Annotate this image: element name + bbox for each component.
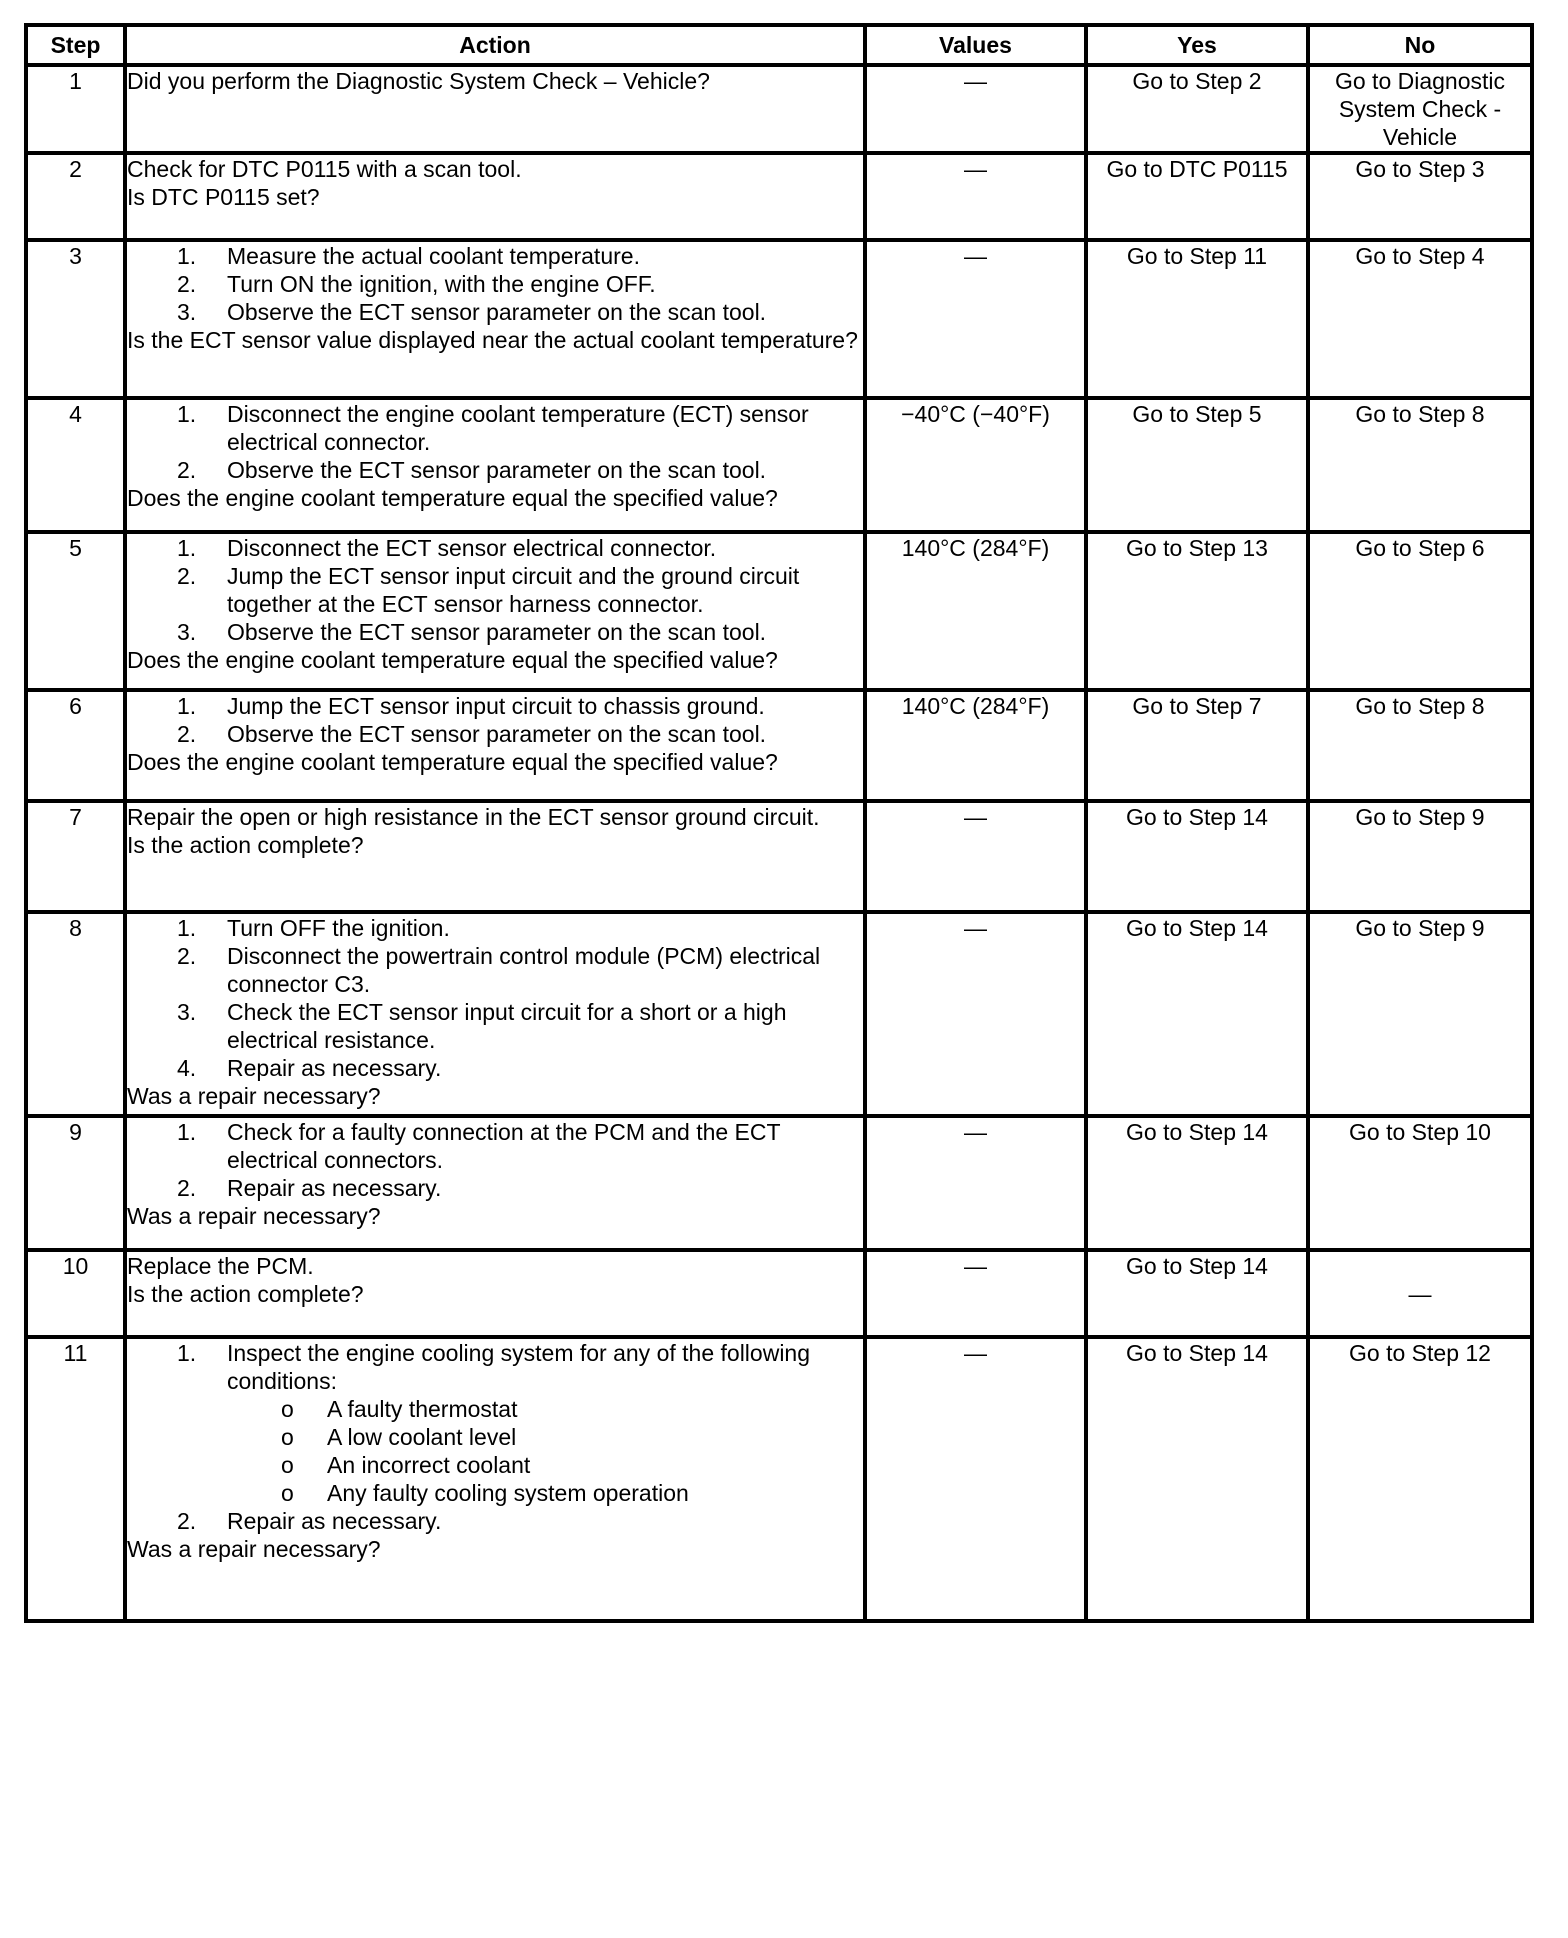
action-steps [127,534,863,646]
no-cell: Go to Step 12 [1308,1337,1532,1621]
yes-cell: Go to Step 11 [1086,240,1308,398]
action-steps [127,914,863,1082]
action-cell [125,532,865,690]
list-item: 1. Check for a faulty connection at the PCM and the ECT electrical connectors. [177,1119,781,1173]
list-item: 2. Turn ON the ignition, with the engine OFF. [177,271,656,297]
header-step: Step [26,25,125,65]
action-question: Does the engine coolant temperature equal the specified value? [127,749,778,775]
list-item: 3. Observe the ECT sensor parameter on the scan tool. [177,299,767,325]
yes-cell: Go to Step 14 [1086,1116,1308,1250]
action-cell [125,801,865,912]
step-number: 7 [26,801,125,912]
value-cell: — [865,65,1086,153]
header-row [26,25,1532,65]
table-row [26,690,1532,801]
table-row [26,532,1532,690]
no-cell: Go to Step 6 [1308,532,1532,690]
header-yes: Yes [1086,25,1308,65]
table-row [26,1250,1532,1337]
table-row [26,398,1532,532]
table-row [26,912,1532,1116]
diagnostic-table [24,23,1534,1623]
no-cell: Go to Step 9 [1308,912,1532,1116]
list-item: 4. Repair as necessary. [177,1055,442,1081]
yes-cell: Go to Step 13 [1086,532,1308,690]
action-cell [125,690,865,801]
value-cell: — [865,1337,1086,1621]
no-cell: — [1308,1250,1532,1337]
no-cell: Go to Step 8 [1308,690,1532,801]
no-cell: Go to Step 9 [1308,801,1532,912]
list-item: o A low coolant level [281,1424,517,1450]
action-steps [127,242,863,326]
no-cell: Go to Step 3 [1308,153,1532,240]
table-row [26,801,1532,912]
value-cell: — [865,153,1086,240]
no-cell: Go to Diagnostic System Check - Vehicle [1308,65,1532,153]
step-number: 2 [26,153,125,240]
list-item: 1. Disconnect the engine coolant temperature (ECT) sensor electrical connector. [177,401,809,455]
action-question: Is DTC P0115 set? [127,184,320,210]
action-question: Was a repair necessary? [127,1083,381,1109]
yes-cell: Go to Step 5 [1086,398,1308,532]
action-question: Is the ECT sensor value displayed near the actual coolant temperature? [127,327,858,353]
no-cell: Go to Step 4 [1308,240,1532,398]
action-question: Is the action complete? [127,1281,364,1307]
step-number: 5 [26,532,125,690]
action-cell [125,1250,865,1337]
action-steps [127,692,863,748]
table-row [26,1337,1532,1621]
list-item: 2. Disconnect the powertrain control module (PCM) electrical connector C3. [177,943,821,997]
action-cell [125,912,865,1116]
yes-cell: Go to Step 14 [1086,801,1308,912]
table-row [26,65,1532,153]
list-item: 2. Observe the ECT sensor parameter on the scan tool. [177,457,767,483]
step-number: 3 [26,240,125,398]
list-item: o An incorrect coolant [281,1452,531,1478]
step-number: 8 [26,912,125,1116]
list-item: 2. Repair as necessary. [177,1175,442,1201]
action-question: Does the engine coolant temperature equal the specified value? [127,485,778,511]
list-item: 2. Observe the ECT sensor parameter on the scan tool. [177,721,767,747]
step-number: 1 [26,65,125,153]
action-question: Does the engine coolant temperature equal the specified value? [127,647,778,673]
value-cell: — [865,1116,1086,1250]
header-values: Values [865,25,1086,65]
header-no: No [1308,25,1532,65]
yes-cell: Go to DTC P0115 [1086,153,1308,240]
action-cell [125,153,865,240]
action-cell [125,65,865,153]
list-item: 1. Disconnect the ECT sensor electrical connector. [177,535,717,561]
yes-cell: Go to Step 14 [1086,1250,1308,1337]
value-cell: — [865,1250,1086,1337]
list-item: 1. Turn OFF the ignition. [177,915,450,941]
yes-cell: Go to Step 14 [1086,1337,1308,1621]
list-item: o A faulty thermostat [281,1396,518,1422]
step-number: 11 [26,1337,125,1621]
action-cell [125,240,865,398]
list-item: 1. Inspect the engine cooling system for any of the following conditions: [177,1340,811,1394]
list-item: 3. Observe the ECT sensor parameter on the scan tool. [177,619,767,645]
step-number: 9 [26,1116,125,1250]
step-number: 10 [26,1250,125,1337]
step-number: 4 [26,398,125,532]
action-question: Is the action complete? [127,832,364,858]
yes-cell: Go to Step 7 [1086,690,1308,801]
action-text: Check for DTC P0115 with a scan tool. [127,156,522,182]
action-steps [127,1339,863,1395]
value-cell: — [865,801,1086,912]
action-question: Was a repair necessary? [127,1536,381,1562]
no-cell: Go to Step 8 [1308,398,1532,532]
no-cell: Go to Step 10 [1308,1116,1532,1250]
value-cell: — [865,240,1086,398]
action-text: Replace the PCM. [127,1253,314,1279]
table-row [26,1116,1532,1250]
action-cell [125,1337,865,1621]
value-cell: 140°C (284°F) [865,532,1086,690]
action-steps [127,1507,863,1535]
table-row [26,153,1532,240]
value-cell: — [865,912,1086,1116]
step-number: 6 [26,690,125,801]
table-row [26,240,1532,398]
list-item: 1. Jump the ECT sensor input circuit to chassis ground. [177,693,765,719]
value-cell: 140°C (284°F) [865,690,1086,801]
action-cell [125,398,865,532]
action-cell [125,1116,865,1250]
list-item: o Any faulty cooling system operation [281,1480,689,1506]
condition-list [127,1395,863,1507]
yes-cell: Go to Step 14 [1086,912,1308,1116]
header-action: Action [125,25,865,65]
action-text: Did you perform the Diagnostic System Check – Vehicle? [127,68,710,94]
list-item: 2. Repair as necessary. [177,1508,442,1534]
action-steps [127,400,863,484]
action-steps [127,1118,863,1202]
list-item: 2. Jump the ECT sensor input circuit and the ground circuit together at the ECT sensor harness connector. [177,563,800,617]
yes-cell: Go to Step 2 [1086,65,1308,153]
action-text: Repair the open or high resistance in the ECT sensor ground circuit. [127,804,820,830]
list-item: 3. Check the ECT sensor input circuit for a short or a high electrical resistance. [177,999,787,1053]
action-question: Was a repair necessary? [127,1203,381,1229]
value-cell: −40°C (−40°F) [865,398,1086,532]
list-item: 1. Measure the actual coolant temperature. [177,243,640,269]
